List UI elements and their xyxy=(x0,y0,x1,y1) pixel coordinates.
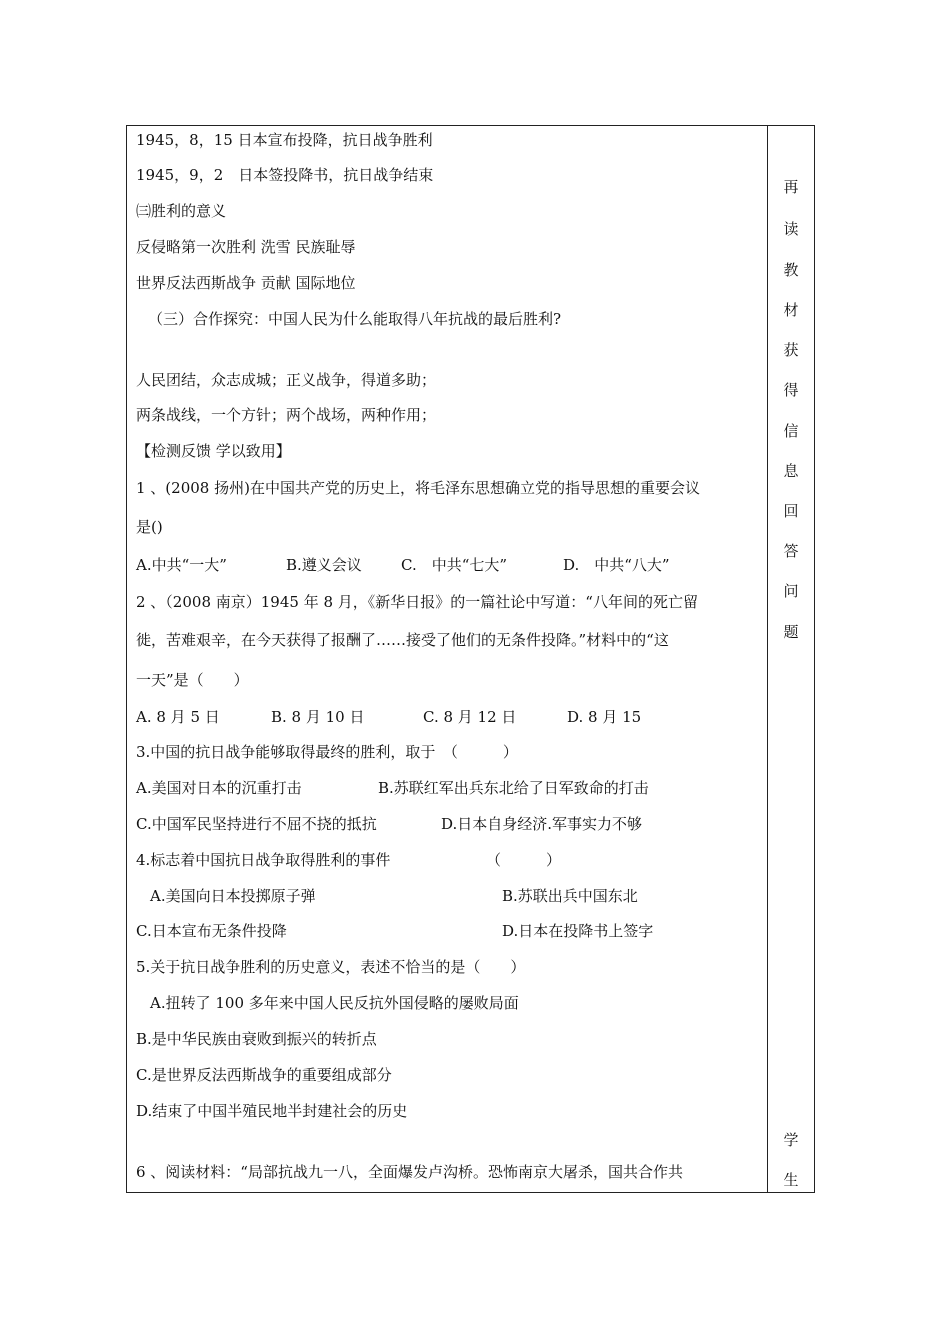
side-char: 教 xyxy=(783,261,799,279)
side-char: 生 xyxy=(783,1171,799,1189)
side-char: 问 xyxy=(783,582,799,600)
option-d: D. 中共“八大” xyxy=(563,556,670,574)
question-2-stem: 2 、（2008 南京）1945 年 8 月，《新华日报》的一篇社论中写道：“八年间的死亡留 xyxy=(136,593,698,611)
text-line: 反侵略第一次胜利 洗雪 民族耻辱 xyxy=(136,238,356,256)
option-d: D.日本在投降书上签字 xyxy=(502,922,654,940)
side-char: 再 xyxy=(783,178,799,196)
column-divider xyxy=(767,125,768,1193)
section-heading: ㈢胜利的意义 xyxy=(136,202,227,220)
question-2-stem: 一天”是（ ） xyxy=(136,671,249,689)
option-a: A.中共“一大” xyxy=(136,556,227,574)
text-line: 人民团结，众志成城；正义战争，得道多助； xyxy=(136,371,437,389)
side-char: 回 xyxy=(783,502,799,520)
option-c: C. 中共“七大” xyxy=(401,556,508,574)
question-5-stem: 5.关于抗日战争胜利的历史意义，表述不恰当的是（ ） xyxy=(136,958,526,976)
side-char: 得 xyxy=(783,381,799,399)
option-c: C.日本宣布无条件投降 xyxy=(136,922,287,940)
side-char: 获 xyxy=(783,341,799,359)
question-1-stem: 是() xyxy=(136,518,163,536)
side-char: 息 xyxy=(783,462,799,480)
question-4-stem: 4.标志着中国抗日战争取得胜利的事件 xyxy=(136,851,391,869)
side-char: 材 xyxy=(783,301,799,319)
option-c: C.中国军民坚持进行不屈不挠的抵抗 xyxy=(136,815,377,833)
text-line: 两条战线，一个方针；两个战场，两种作用； xyxy=(136,406,437,424)
side-char: 答 xyxy=(783,542,799,560)
option-b: B.苏联出兵中国东北 xyxy=(502,887,638,905)
option-a: A.美国对日本的沉重打击 xyxy=(136,779,302,797)
option-b: B.遵义会议 xyxy=(286,556,362,574)
option-d: D. 8 月 15 xyxy=(567,708,642,726)
option-a: A.扭转了 100 多年来中国人民反抗外国侵略的屡败局面 xyxy=(150,994,519,1012)
option-a: A. 8 月 5 日 xyxy=(136,708,220,726)
side-char: 学 xyxy=(783,1131,799,1149)
text-line: 1945，9，2 日本签投降书，抗日战争结束 xyxy=(136,166,434,184)
option-b: B.是中华民族由衰败到振兴的转折点 xyxy=(136,1030,377,1048)
question-6-stem: 6 、阅读材料：“局部抗战九一八，全面爆发卢沟桥。恐怖南京大屠杀，国共合作共 xyxy=(136,1163,683,1181)
question-3-stem: 3.中国的抗日战争能够取得最终的胜利，取于 （ ） xyxy=(136,743,518,761)
section-heading: 【检测反馈 学以致用】 xyxy=(136,442,291,460)
option-a: A.美国向日本投掷原子弹 xyxy=(150,887,316,905)
question-2-stem: 徙，苦难艰辛，在今天获得了报酬了……接受了他们的无条件投降。”材料中的“这 xyxy=(136,631,669,649)
option-c: C. 8 月 12 日 xyxy=(423,708,517,726)
option-c: C.是世界反法西斯战争的重要组成部分 xyxy=(136,1066,392,1084)
side-char: 读 xyxy=(783,220,799,238)
text-line: 1945，8，15 日本宣布投降，抗日战争胜利 xyxy=(136,131,433,149)
option-b: B.苏联红军出兵东北给了日军致命的打击 xyxy=(378,779,649,797)
section-heading: （三）合作探究：中国人民为什么能取得八年抗战的最后胜利? xyxy=(148,310,562,328)
question-1-stem: 1 、(2008 扬州)在中国共产党的历史上，将毛泽东思想确立党的指导思想的重要会议 xyxy=(136,479,700,497)
text-line: 世界反法西斯战争 贡献 国际地位 xyxy=(136,274,356,292)
option-d: D.结束了中国半殖民地半封建社会的历史 xyxy=(136,1102,408,1120)
option-b: B. 8 月 10 日 xyxy=(271,708,365,726)
option-d: D.日本自身经济.军事实力不够 xyxy=(441,815,643,833)
side-char: 题 xyxy=(783,623,799,641)
side-char: 信 xyxy=(783,422,799,440)
answer-paren: （ ） xyxy=(486,851,562,869)
